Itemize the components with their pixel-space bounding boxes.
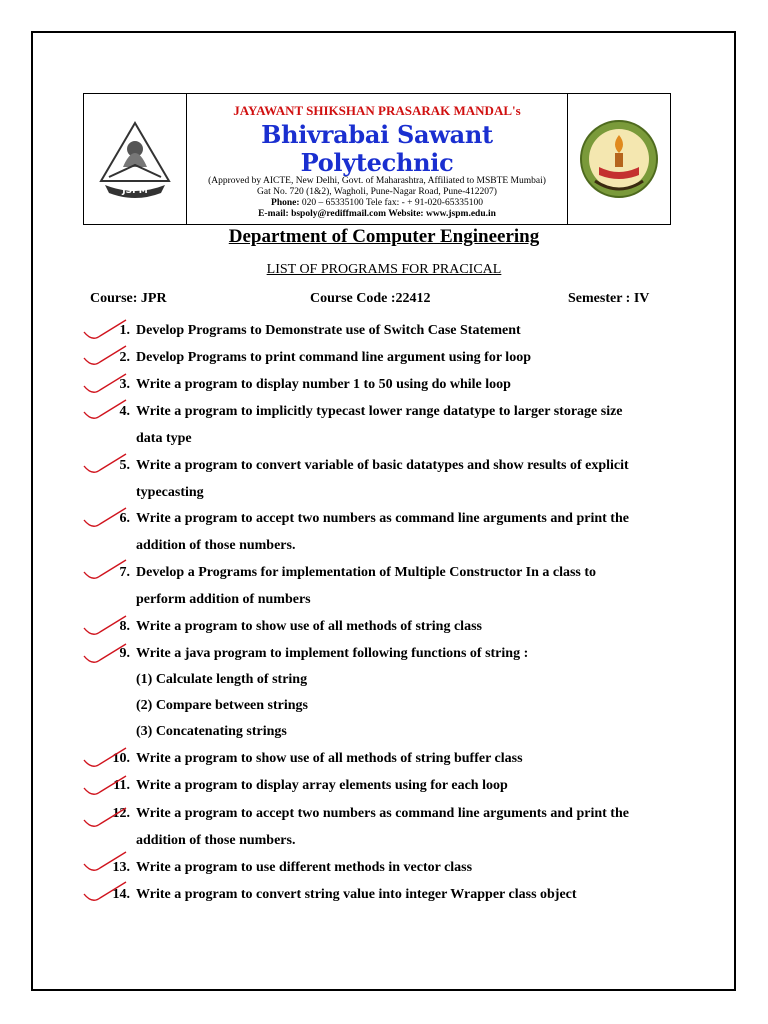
- letterhead: [83, 93, 671, 225]
- jspm-logo: [84, 94, 187, 224]
- list-title: LIST OF PROGRAMS FOR PRACICAL: [266, 262, 502, 277]
- program-text-continued: typecasting: [136, 485, 204, 500]
- program-text: Write a program to convert string value into integer Wrapper class object: [136, 887, 577, 902]
- course-name: Course: JPR: [90, 291, 167, 306]
- college-seal: [567, 94, 670, 224]
- program-number: 5.: [119, 458, 130, 473]
- program-text-continued: (1) Calculate length of string: [136, 672, 308, 687]
- program-number: 6.: [119, 511, 130, 526]
- semester: Semester : IV: [568, 291, 650, 306]
- program-text: Write a program to convert variable of basic datatypes and show results of explicit: [136, 458, 629, 473]
- college-name: Bhivrabai Sawant Polytechnic: [261, 119, 493, 177]
- mandal-name: JAYAWANT SHIKSHAN PRASARAK MANDAL's: [233, 103, 521, 118]
- address-text: Gat No. 720 (1&2), Wagholi, Pune-Nagar Road, Pune-412207): [257, 187, 497, 198]
- program-text-continued: data type: [136, 431, 192, 446]
- program-text: Write a program to show use of all methods of string buffer class: [136, 751, 523, 766]
- program-number: 9.: [119, 646, 130, 661]
- jspm-emblem-icon: [95, 119, 175, 199]
- program-text-continued: (2) Compare between strings: [136, 698, 308, 713]
- program-number: 4.: [119, 404, 130, 419]
- program-text-continued: perform addition of numbers: [136, 592, 311, 607]
- program-number: 10.: [112, 751, 130, 766]
- program-text: Write a program to accept two numbers as command line arguments and print the: [136, 511, 629, 526]
- program-text: Write a program to display number 1 to 50 using do while loop: [136, 377, 511, 392]
- email-line: E-mail: bspoly@rediffmail.com Website: www.jspm.edu.in: [258, 208, 496, 219]
- program-text: Write a program to show use of all methods of string class: [136, 619, 482, 634]
- program-text: Develop a Programs for implementation of Multiple Constructor In a class to: [136, 565, 597, 580]
- program-number: 3.: [119, 377, 130, 392]
- program-text: Develop Programs to print command line argument using for loop: [136, 350, 531, 365]
- program-text: Write a program to display array elements using for each loop: [136, 778, 508, 793]
- program-number: 2.: [119, 350, 130, 365]
- approval-text: (Approved by AICTE, New Delhi, Govt. of Maharashtra, Affiliated to MSBTE Mumbai): [208, 176, 546, 187]
- course-code: Course Code :22412: [310, 291, 431, 306]
- department-title: Department of Computer Engineering: [228, 226, 540, 247]
- program-number: 8.: [119, 619, 130, 634]
- program-number: 12.: [112, 806, 130, 821]
- program-number: 14.: [112, 887, 130, 902]
- letterhead-text: [187, 94, 567, 224]
- program-number: 1.: [119, 323, 130, 338]
- phone-line: Phone: 020 – 65335100 Tele fax: - + 91-020-65335100: [271, 197, 483, 208]
- program-text-continued: (3) Concatenating strings: [136, 724, 287, 739]
- college-seal-icon: [577, 117, 661, 201]
- program-text-continued: addition of those numbers.: [136, 538, 296, 553]
- program-number: 13.: [112, 860, 130, 875]
- program-text: Write a program to accept two numbers as command line arguments and print the: [136, 806, 629, 821]
- program-text-continued: addition of those numbers.: [136, 833, 296, 848]
- svg-text:JSPM: JSPM: [122, 186, 148, 196]
- program-text: Write a program to implicitly typecast lower range datatype to larger storage size: [136, 404, 623, 419]
- program-text: Develop Programs to Demonstrate use of Switch Case Statement: [136, 323, 521, 338]
- program-text: Write a java program to implement following functions of string :: [136, 646, 529, 661]
- program-number: 11.: [113, 778, 130, 793]
- program-number: 7.: [119, 565, 130, 580]
- program-text: Write a program to use different methods in vector class: [136, 860, 473, 875]
